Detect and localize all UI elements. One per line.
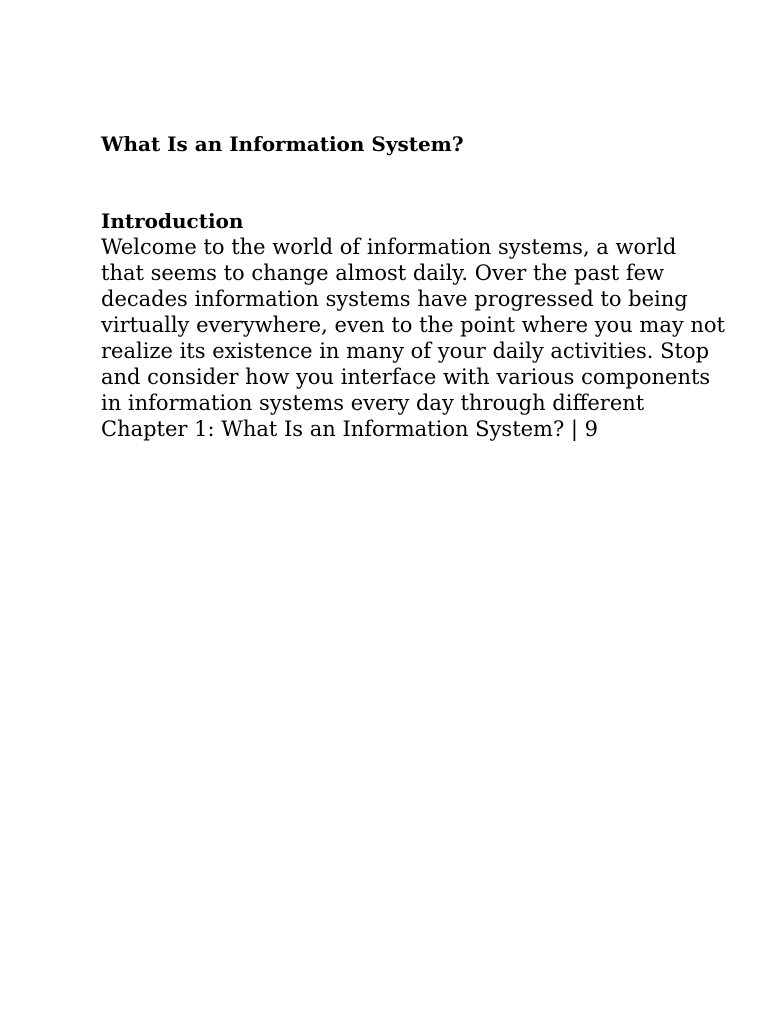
paragraph-line: Welcome to the world of information systems, a world xyxy=(101,235,677,259)
section-heading-introduction: Introduction xyxy=(101,209,244,233)
paragraph-line: decades information systems have progressed to being xyxy=(101,287,688,311)
paragraph-line: in information systems every day through different xyxy=(101,391,645,415)
document-title: What Is an Information System? xyxy=(101,132,464,156)
page-footer: Chapter 1: What Is an Information System? | 9 xyxy=(101,417,599,441)
paragraph-line: virtually everywhere, even to the point where you may not xyxy=(101,313,725,337)
paragraph-line: realize its existence in many of your daily activities. Stop xyxy=(101,339,710,363)
paragraph-line: and consider how you interface with various components xyxy=(101,365,711,389)
introduction-paragraph xyxy=(101,234,761,442)
paragraph-line: that seems to change almost daily. Over the past few xyxy=(101,261,665,285)
